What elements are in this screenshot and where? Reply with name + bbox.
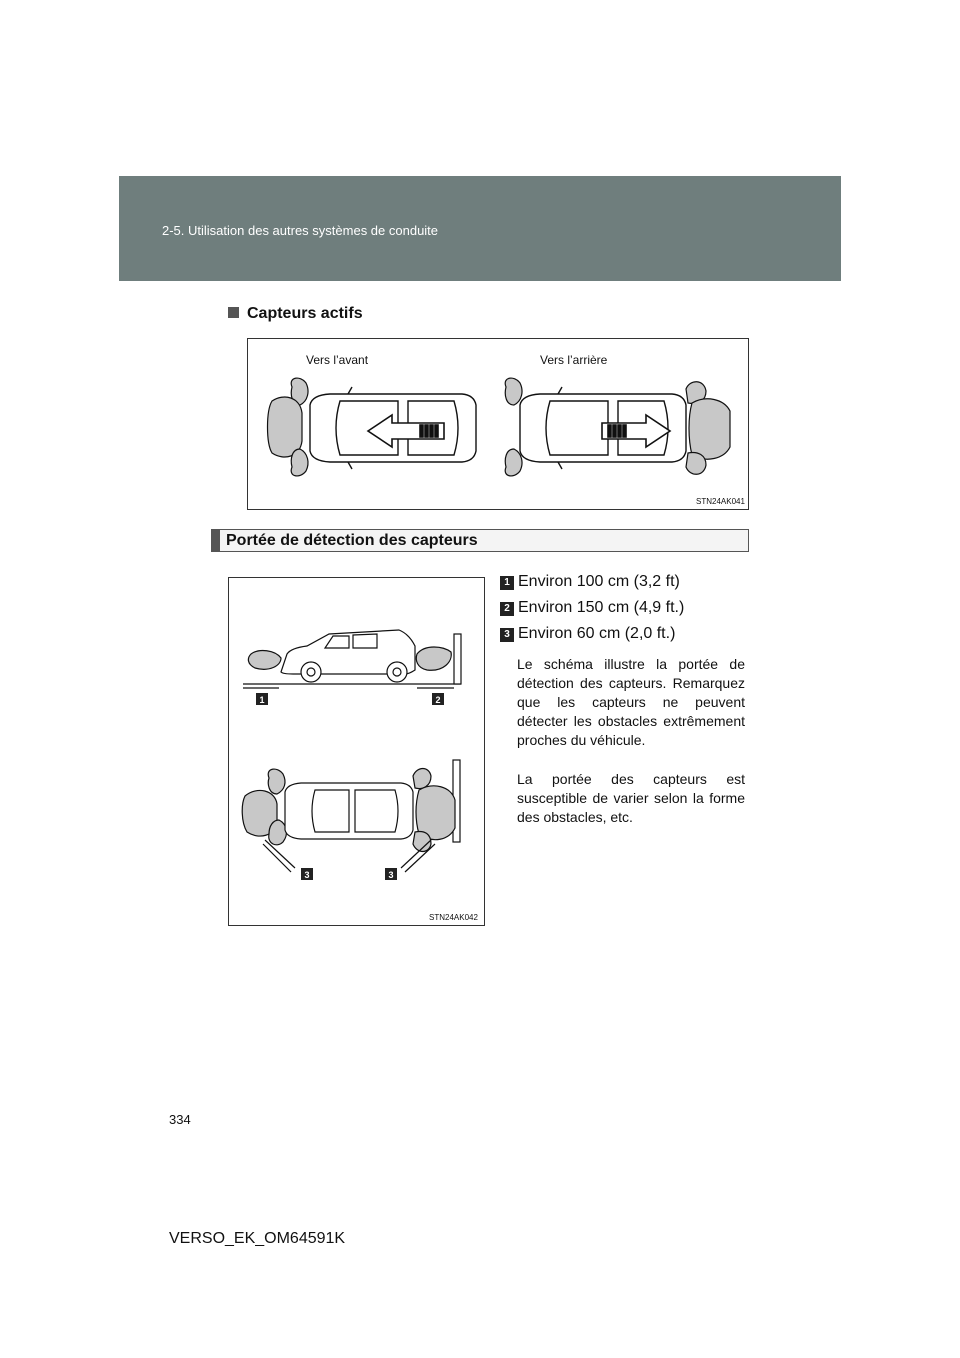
front-sensor-zones	[268, 378, 309, 476]
header-band	[119, 176, 841, 281]
detection-heading	[211, 529, 749, 552]
item-text: Environ 150 cm (4,9 ft.)	[518, 599, 685, 616]
item-number: 2	[500, 602, 514, 616]
marker-1: 1	[259, 695, 265, 705]
item-2	[500, 599, 684, 617]
heading-bar	[212, 530, 220, 551]
doc-code: VERSO_EK_OM64591K	[169, 1230, 346, 1247]
label-front: Vers l’avant	[306, 353, 369, 367]
side-view	[243, 630, 461, 688]
label-rear: Vers l’arrière	[540, 353, 608, 367]
section-title: 2-5. Utilisation des autres systèmes de conduite	[162, 223, 439, 238]
figure2-code: STN24AK042	[429, 913, 478, 922]
paragraph-2: La portée des capteurs est susceptible de varier selon la forme des obstacles, etc.	[517, 771, 745, 825]
figure-active-sensors	[247, 338, 749, 510]
marker-2: 2	[435, 695, 441, 705]
paragraph-1: Le schéma illustre la portée de détection des capteurs. Remarquez que les capteurs ne peuvent détecter les obstacles extrêmement proches du véhicule.	[517, 656, 745, 748]
detection-range-diagram	[229, 578, 484, 925]
figure-detection-range	[228, 577, 485, 926]
square-bullet-icon	[228, 307, 239, 318]
subheading-text: Capteurs actifs	[247, 305, 363, 322]
item-text: Environ 60 cm (2,0 ft.)	[518, 625, 676, 642]
active-sensors-diagram	[248, 339, 748, 509]
item-3	[500, 625, 675, 643]
top-view	[242, 760, 460, 872]
subheading	[228, 305, 363, 323]
rear-sensor-zones	[686, 382, 730, 475]
marker-3b: 3	[388, 870, 394, 880]
item-number: 3	[500, 628, 514, 642]
item-1	[500, 573, 680, 591]
marker-3a: 3	[304, 870, 310, 880]
item-number: 1	[500, 576, 514, 590]
detection-heading-text: Portée de détection des capteurs	[226, 532, 478, 549]
item-text: Environ 100 cm (3,2 ft)	[518, 573, 680, 590]
page-number: 334	[169, 1112, 191, 1127]
figure1-code: STN24AK041	[696, 497, 745, 506]
